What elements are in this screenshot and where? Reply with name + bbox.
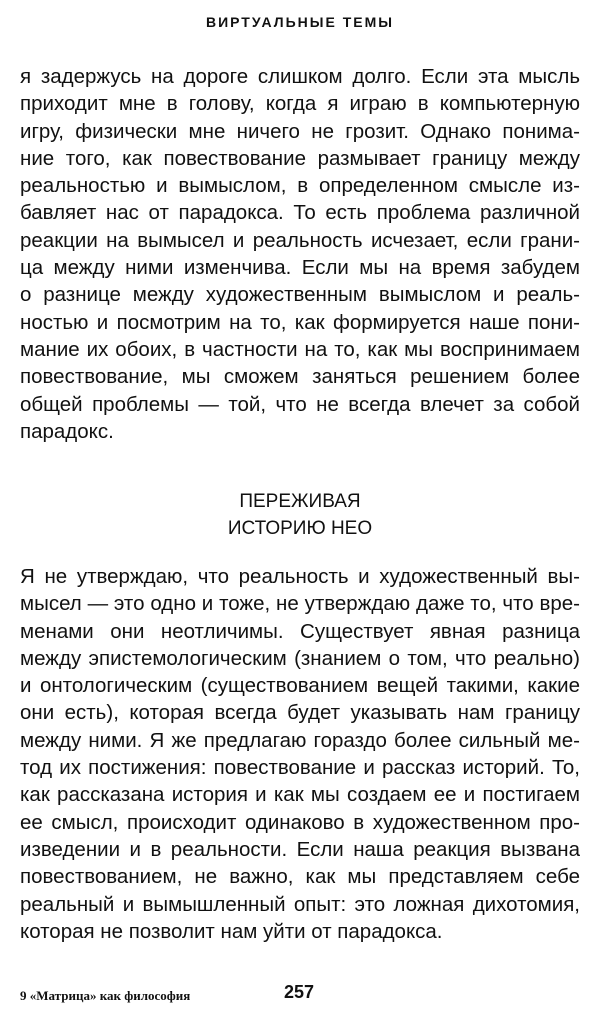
text-line: и онтологическим (существованием вещей такими, какие <box>20 674 580 698</box>
text-line: приходит мне в голову, когда я играю в компьютерную <box>20 92 580 116</box>
text-line: игру, физически мне ничего не грозит. Однако понима- <box>20 119 580 143</box>
text-line: мысел — это одно и тоже, не утверждаю даже то, что вре- <box>20 592 580 616</box>
text-line: бавляет нас от парадокса. То есть проблема различной <box>20 201 580 225</box>
footer-book-label: 9 «Матрица» как философия <box>20 988 191 1003</box>
page-number: 257 <box>284 982 315 1002</box>
text-line: парадокс. <box>20 419 114 443</box>
text-line: я задержусь на дороге слишком долго. Если эта мысль <box>20 65 580 88</box>
text-line: реакции на вымысел и реальность исчезает, если грани- <box>20 228 580 252</box>
text-line: о разнице между художественным вымыслом и реаль- <box>20 283 580 307</box>
running-head: ВИРТУАЛЬНЫЕ ТЕМЫ <box>205 14 394 30</box>
text-line: менами они неотличимы. Существует явная разница <box>20 619 580 643</box>
text-line: реальный и вымышленный опыт: это ложная дихотомия, <box>20 892 580 916</box>
text-line: ее смысл, происходит одинаково в художественном про- <box>20 810 580 834</box>
section-heading-line-2: ИСТОРИЮ НЕО <box>227 518 373 539</box>
text-line: повествованием, не важно, как мы представляем себе <box>20 865 580 889</box>
text-line: ца между ними изменчива. Если мы на время забудем <box>20 256 580 280</box>
text-line: они есть), которая всегда будет указывать нам границу <box>20 701 580 725</box>
text-line: мание их обоих, в частности на то, как мы воспринимаем <box>20 337 580 361</box>
text-line: реальностью и вымыслом, в определенном смысле из- <box>20 174 580 198</box>
text-line: ние того, как повествование размывает границу между <box>20 146 580 170</box>
section-heading-line-1: ПЕРЕЖИВАЯ <box>239 491 361 512</box>
page-footer <box>20 982 580 1006</box>
paragraph-1 <box>20 63 580 445</box>
text-line: между ними. Я же предлагаю гораздо более сильный ме- <box>20 728 580 752</box>
text-line: как рассказана история и как мы создаем ее и постигаем <box>20 783 580 807</box>
text-line: тод их постижения: повествование и рассказ историй. То, <box>20 756 580 780</box>
paragraph-2 <box>20 563 580 945</box>
text-line: между эпистемологическим (знанием о том, что реально) <box>20 646 580 670</box>
text-line: Я не утверждаю, что реальность и художественный вы- <box>20 565 580 588</box>
text-line: которая не позволит нам уйти от парадокса. <box>20 919 443 943</box>
text-line: общей проблемы — той, что не всегда влечет за собой <box>20 392 580 416</box>
section-heading <box>0 488 600 542</box>
text-line: ностью и посмотрим на то, как формируется наше пони- <box>20 310 580 334</box>
text-line: повествование, мы сможем заняться решением более <box>20 365 580 389</box>
text-line: изведении и в реальности. Если наша реакция вызвана <box>20 837 580 861</box>
